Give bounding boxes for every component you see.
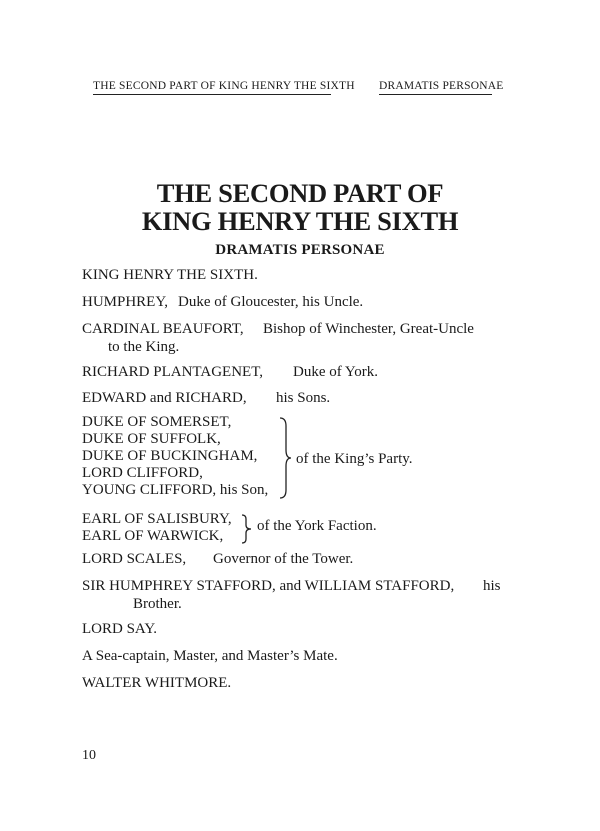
running-header: [93, 80, 504, 98]
character-description: Duke of Gloucester, his Uncle.: [178, 294, 364, 310]
character-name: DUKE OF SUFFOLK,: [82, 431, 221, 447]
character-name: EARL OF SALISBURY,: [82, 511, 232, 527]
character-group-description: of the King’s Party.: [296, 451, 413, 467]
character-description: Bishop of Winchester, Great-Uncle: [263, 321, 474, 337]
character-name: LORD CLIFFORD,: [82, 465, 203, 481]
character-group-description: of the York Faction.: [257, 518, 377, 534]
play-title-line-2: KING HENRY THE SIXTH: [141, 206, 459, 236]
character-entry-beaufort: [82, 320, 474, 356]
page-number: 10: [82, 748, 96, 763]
character-name: HUMPHREY,: [82, 294, 168, 310]
play-title-line-1: THE SECOND PART OF: [156, 178, 444, 208]
character-entry-humphrey: [82, 293, 364, 311]
character-entry-king-henry: [82, 266, 258, 284]
running-header-section: DRAMATIS PERSONAE: [379, 80, 492, 95]
character-name: EARL OF WARWICK,: [82, 528, 224, 544]
character-description: Governor of the Tower.: [213, 551, 354, 567]
character-entry-lord-scales: [82, 550, 354, 568]
character-description: Duke of York.: [293, 364, 379, 380]
character-name: EDWARD and RICHARD,: [82, 390, 247, 406]
character-entry-stafford: [82, 577, 501, 613]
character-name: WALTER WHITMORE.: [82, 675, 232, 691]
character-name: LORD SCALES,: [82, 551, 187, 567]
character-group-york-faction: [82, 511, 422, 545]
section-subtitle: DRAMATIS PERSONAE: [215, 242, 385, 258]
character-entry-lord-say: [82, 620, 157, 638]
character-description-continued: Brother.: [133, 596, 182, 612]
running-header-title: THE SECOND PART OF KING HENRY THE SIXTH: [93, 80, 331, 95]
character-group-kings-party: [82, 414, 442, 500]
character-description: his Sons.: [276, 390, 331, 406]
character-description: his: [483, 578, 501, 594]
character-name: SIR HUMPHREY STAFFORD, and WILLIAM STAFFORD,: [82, 578, 455, 594]
character-entry-richard-plantagenet: [82, 363, 379, 381]
character-name: LORD SAY.: [82, 621, 158, 637]
character-name: A Sea-captain, Master, and Master’s Mate.: [82, 648, 338, 664]
character-description-continued: to the King.: [108, 339, 180, 355]
character-name: KING HENRY THE SIXTH.: [82, 267, 258, 283]
character-name: DUKE OF SOMERSET,: [82, 414, 232, 430]
character-entry-sea-captain: [82, 647, 338, 665]
curly-brace-icon: [278, 416, 292, 500]
character-name: RICHARD PLANTAGENET,: [82, 364, 264, 380]
character-name: DUKE OF BUCKINGHAM,: [82, 448, 258, 464]
character-entry-edward-richard: [82, 389, 331, 407]
curly-brace-icon: [240, 514, 252, 544]
character-name: YOUNG CLIFFORD, his Son,: [82, 482, 269, 498]
character-entry-whitmore: [82, 674, 231, 692]
play-title: [0, 179, 600, 235]
character-name: CARDINAL BEAUFORT,: [82, 321, 244, 337]
